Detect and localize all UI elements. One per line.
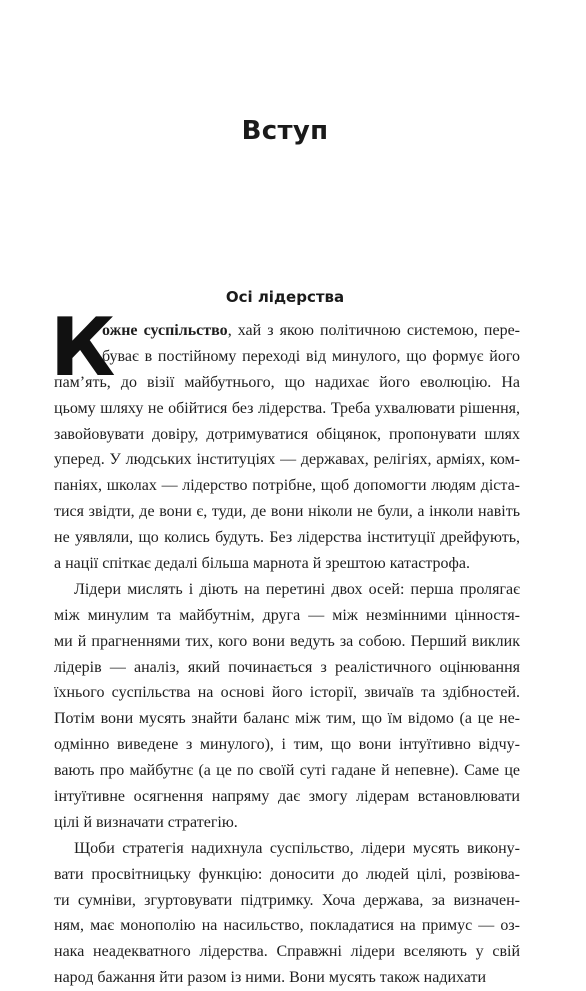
line-text: ням, має монополію на насильство, покладатися на примус — оз- [54, 917, 520, 935]
line-text: уперед. У людських інституціях — державах, релігіях, арміях, ком- [54, 451, 520, 469]
section-title: Осі лідерства [225, 288, 345, 306]
line-text: Лідери мислять і діють на перетині двох осей: перша пролягає [74, 580, 520, 598]
line-text: цьому шляху не обійтися без лідерства. Треба ухвалювати рішення, [54, 399, 520, 417]
text-line [54, 629, 520, 655]
line-text: тися звідти, де вони є, туди, де вони ніколи не були, а інколи навіть [54, 503, 520, 521]
text-line [54, 784, 520, 810]
line-text: Щоби стратегія надихнула суспільство, лідери мусять викону- [74, 839, 520, 857]
text-line [54, 577, 520, 603]
text-line [54, 370, 520, 396]
line-text: народ бажання йти разом із ними. Вони мусять також надихати [54, 969, 487, 987]
line-text: вають про майбутнє (а це по своїй суті гадане й непевне). Саме це [54, 762, 520, 780]
text-line [54, 758, 520, 784]
text-line [54, 655, 520, 681]
paragraph [54, 318, 520, 577]
text-line [54, 965, 520, 991]
line-text: ти сумніви, згуртовувати підтримку. Хоча держава, за визначен- [54, 891, 520, 909]
line-text: Потім вони мусять знайти баланс між тим, що їм відомо (а це не- [54, 710, 520, 728]
bold-lead-in: ожне суспільство [102, 322, 228, 339]
text-line [54, 939, 520, 965]
line-text: не уявляли, що колись будуть. Без лідерства інституції дрейфують, [54, 529, 520, 547]
text-line [54, 913, 520, 939]
text-line [54, 836, 520, 862]
text-line [54, 344, 520, 370]
line-text: їхнього суспільства на основі його історії, звичаїв та здібностей. [54, 684, 520, 702]
text-line [54, 396, 520, 422]
line-text: завойовувати довіру, дотримуватися обіцянок, пропонувати шлях [54, 425, 520, 443]
line-text: одмінно виведене з минулого), і тим, що вони інтуїтивно відчу- [54, 736, 520, 754]
paragraph [54, 836, 520, 991]
text-line [54, 888, 520, 914]
text-line [54, 732, 520, 758]
text-line [54, 499, 520, 525]
text-line [54, 680, 520, 706]
line-text: а нації спіткає дедалі більша марнота й зрештою катастрофа. [54, 555, 471, 573]
drop-cap: К [50, 301, 116, 394]
text-line [54, 473, 520, 499]
line-text: пам’ять, до візії майбутнього, що надихає його еволюцію. На [54, 373, 520, 391]
chapter-title: Вступ [241, 116, 329, 146]
paragraph [54, 577, 520, 836]
line-text: інтуїтивне осягнення напряму дає змогу лідерам встановлювати [54, 788, 520, 806]
text-line [54, 862, 520, 888]
text-line [54, 551, 520, 577]
body-text [54, 318, 520, 991]
text-line [54, 447, 520, 473]
text-line [54, 603, 520, 629]
line-text: нака неадекватного лідерства. Справжні лідери вселяють у свій [54, 943, 520, 961]
text-line [54, 525, 520, 551]
line-text: , хай з якою політичною системою, пере- [227, 322, 520, 339]
text-line [54, 422, 520, 448]
line-text: лідерів — аналіз, який починається з реалістичного оцінювання [54, 658, 520, 676]
text-line [54, 810, 520, 836]
line-text: буває в постійному переході від минулого, що формує його [102, 347, 520, 365]
text-line [54, 318, 520, 344]
text-line [54, 706, 520, 732]
line-text: цілі й визначати стратегію. [54, 813, 238, 831]
line-text: між минулим та майбутнім, друга — між незмінними цінностя- [54, 606, 520, 624]
line-text: ми й прагненнями тих, кого вони ведуть за собою. Перший виклик [54, 632, 520, 650]
line-text: вати просвітницьку функцію: доносити до людей цілі, розвіюва- [54, 865, 520, 883]
line-text: паніях, школах — лідерство потрібне, щоб допомогти людям діста- [54, 477, 520, 495]
